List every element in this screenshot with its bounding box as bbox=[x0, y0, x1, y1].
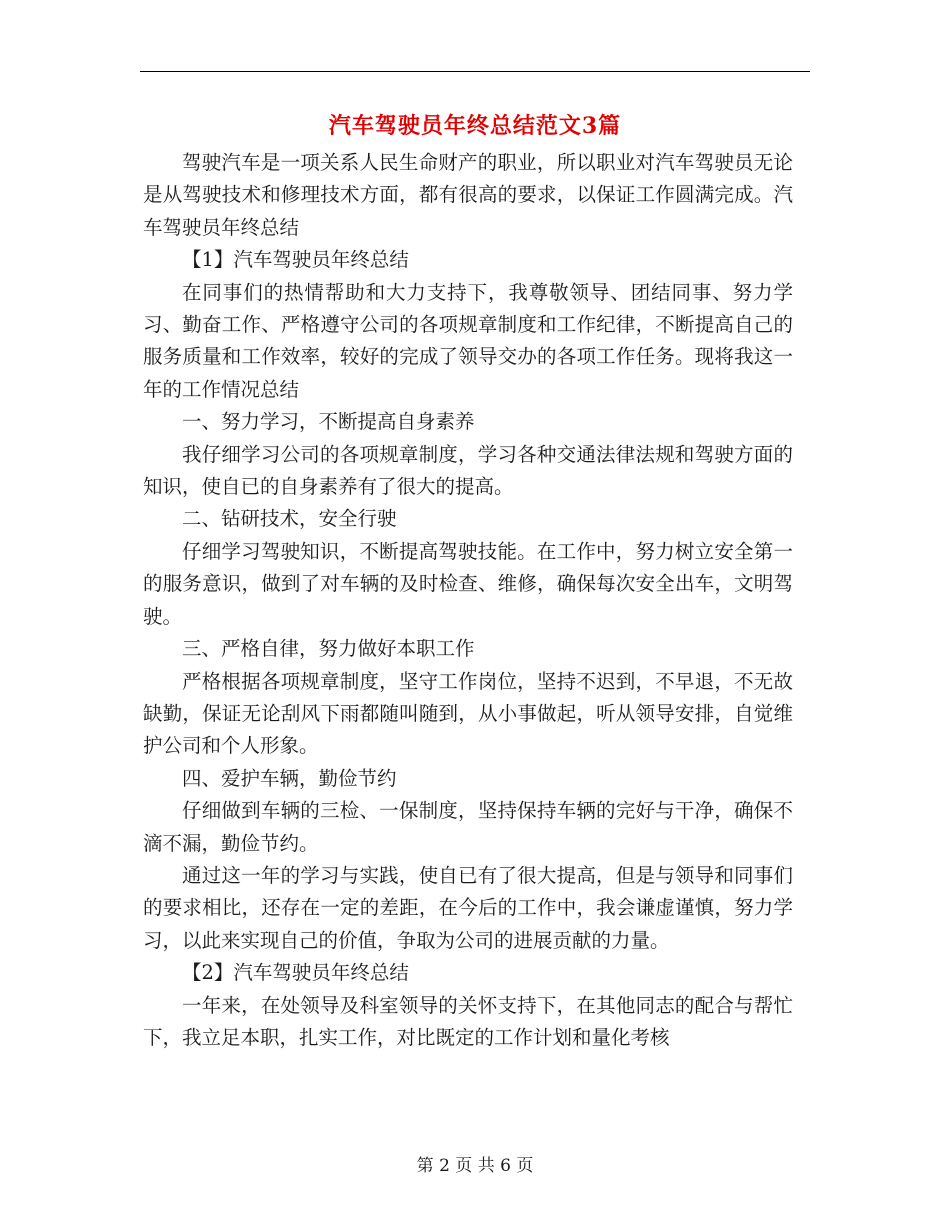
section-heading-2: 【2】汽车驾驶员年终总结 bbox=[182, 961, 409, 985]
paragraph: 在同事们的热情帮助和大力支持下，我尊敬领导、团结同事、努力学习、勤奋工作、严格遵守公司的各项规章制度和工作纪律，不断提高自己的服务质量和工作效率，较好的完成了领导交办的各项工作任务。现将我这一年的工作情况总结 bbox=[143, 280, 793, 401]
document-title: 汽车驾驶员年终总结范文3篇 bbox=[328, 113, 622, 139]
subheading: 四、爱护车辆，勤俭节约 bbox=[182, 766, 397, 790]
paragraph: 一年来，在处领导及科室领导的关怀支持下，在其他同志的配合与帮忙下，我立足本职，扎实工作，对比既定的工作计划和量化考核 bbox=[143, 993, 793, 1049]
paragraph: 严格根据各项规章制度，坚守工作岗位，坚持不迟到，不早退，不无故缺勤，保证无论刮风下雨都随叫随到，从小事做起，听从领导安排，自觉维护公司和个人形象。 bbox=[143, 669, 793, 758]
paragraph: 我仔细学习公司的各项规章制度，学习各种交通法律法规和驾驶方面的知识，使自已的自身素养有了很大的提高。 bbox=[143, 442, 793, 499]
paragraph: 通过这一年的学习与实践，使自已有了很大提高，但是与领导和同事们的要求相比，还存在一定的差距，在今后的工作中，我会谦虚谨慎，努力学习，以此来实现自己的价值，争取为公司的进展贡献的力量。 bbox=[143, 863, 793, 952]
page-number-footer: 第 2 页 共 6 页 bbox=[416, 1156, 534, 1176]
header-rule bbox=[140, 71, 810, 72]
subheading: 三、严格自律，努力做好本职工作 bbox=[182, 637, 475, 661]
section-heading-1: 【1】汽车驾驶员年终总结 bbox=[182, 248, 409, 272]
paragraph: 仔细学习驾驶知识，不断提高驾驶技能。在工作中，努力树立安全第一的服务意识，做到了对车辆的及时检查、维修，确保每次安全出车，文明驾驶。 bbox=[143, 539, 793, 628]
paragraph: 仔细做到车辆的三检、一保制度，坚持保持车辆的完好与干净，确保不滴不漏，勤俭节约。 bbox=[143, 799, 793, 855]
document-body bbox=[143, 147, 793, 1054]
subheading: 一、努力学习，不断提高自身素养 bbox=[182, 410, 475, 434]
subheading: 二、钻研技术，安全行驶 bbox=[182, 507, 397, 531]
paragraph-intro: 驾驶汽车是一项关系人民生命财产的职业，所以职业对汽车驾驶员无论是从驾驶技术和修理技术方面，都有很高的要求，以保证工作圆满完成。汽车驾驶员年终总结 bbox=[143, 151, 793, 239]
